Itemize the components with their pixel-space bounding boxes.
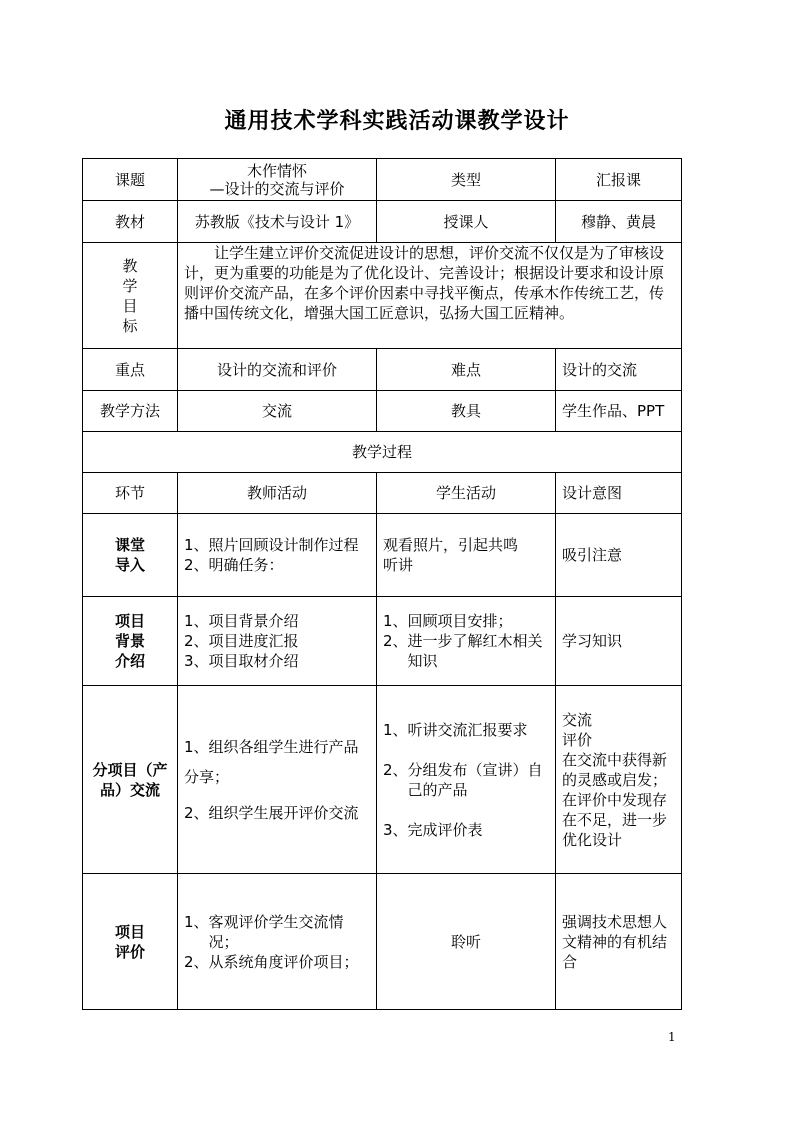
- teacher-label: 授课人: [377, 201, 556, 243]
- difficulty-label: 难点: [377, 349, 556, 391]
- teacher-activity-cell: [178, 686, 377, 874]
- type-label: 类型: [377, 159, 556, 201]
- student-line: 听讲: [383, 556, 414, 574]
- topic-line2: —设计的交流与评价: [209, 179, 345, 198]
- student-activity-cell: [377, 514, 556, 597]
- goal-label: [83, 243, 178, 349]
- student-activity-cell: [377, 686, 556, 874]
- header-stage: 环节: [83, 473, 178, 514]
- item-text: 明确任务：: [208, 556, 284, 574]
- list-item: [383, 631, 549, 671]
- intent-line: 交流: [562, 710, 593, 729]
- item-number: 1、: [184, 912, 209, 931]
- stage-line: 评价: [114, 942, 145, 961]
- textbook-label: 教材: [83, 201, 178, 243]
- topic-line1: 木作情怀: [246, 161, 307, 180]
- key-label: 重点: [83, 349, 178, 391]
- teacher-paragraph: 1、组织各组学生进行产品分享；: [184, 737, 359, 786]
- item-number: 3、: [184, 652, 209, 670]
- goal-char: 目: [122, 296, 138, 315]
- teacher-value: 穆静、黄晨: [556, 201, 682, 243]
- list-item: [383, 720, 549, 740]
- item-text: 回顾项目安排；: [407, 612, 513, 630]
- item-text: 客观评价学生交流情况；: [208, 912, 344, 951]
- goal-text: 让学生建立评价交流促进设计的思想，评价交流不仅仅是为了审核设计，更为重要的功能是为了优化设计、完善设计；根据设计要求和设计原则评价交流产品，在多个评价因素中寻找平衡点，传承木作传统工艺，传播中国传统文化，增强大国工匠意识，弘扬大国工匠精神。: [178, 243, 682, 349]
- item-number: 1、: [383, 612, 408, 630]
- list-item: [184, 611, 370, 631]
- item-number: 1、: [184, 536, 209, 554]
- page-number: 1: [668, 1030, 676, 1044]
- item-text: 项目取材介绍: [208, 652, 299, 670]
- item-number: 2、: [383, 632, 408, 650]
- stage-line: 课堂: [114, 536, 145, 554]
- stage-line: 分项目（产: [92, 760, 168, 779]
- list-item: [184, 952, 370, 972]
- goal-char: 教: [122, 256, 138, 275]
- student-line: 观看照片，引起共鸣: [383, 536, 519, 554]
- type-value: 汇报课: [556, 159, 682, 201]
- item-number: 1、: [184, 612, 209, 630]
- item-text: 项目背景介绍: [208, 612, 299, 630]
- stage-cell: [83, 874, 178, 1010]
- document-title: 通用技术学科实践活动课教学设计: [224, 109, 570, 134]
- topic-label: 课题: [83, 159, 178, 201]
- intent-cell: 学习知识: [556, 597, 682, 686]
- item-text: 从系统角度评价项目；: [208, 952, 359, 971]
- header-student: 学生活动: [377, 473, 556, 514]
- stage-line: 品）交流: [99, 780, 160, 799]
- stage-cell: [83, 514, 178, 597]
- stage-line: 项目: [114, 612, 145, 630]
- teacher-activity-cell: [178, 514, 377, 597]
- intent-cell: [556, 686, 682, 874]
- header-teacher: 教师活动: [178, 473, 377, 514]
- key-value: 设计的交流和评价: [178, 349, 377, 391]
- item-text: 项目进度汇报: [208, 632, 299, 650]
- item-number: 1、: [383, 720, 408, 739]
- topic-value: [178, 159, 377, 201]
- list-item: [383, 760, 549, 800]
- teacher-activity-cell: [178, 874, 377, 1010]
- list-item: [184, 555, 370, 575]
- list-item: [184, 631, 370, 651]
- lesson-plan-table: [82, 158, 682, 1010]
- list-item: [184, 651, 370, 671]
- goal-char: 标: [122, 316, 138, 335]
- student-activity-cell: 聆听: [377, 874, 556, 1010]
- item-number: 2、: [184, 952, 209, 971]
- tools-value: 学生作品、PPT: [556, 391, 682, 432]
- list-item: [184, 912, 370, 952]
- intent-cell: 强调技术思想人文精神的有机结合: [556, 874, 682, 1010]
- goal-char: 学: [122, 276, 138, 295]
- list-item: [383, 611, 549, 631]
- teacher-activity-cell: [178, 597, 377, 686]
- method-label: 教学方法: [83, 391, 178, 432]
- difficulty-value: 设计的交流: [556, 349, 682, 391]
- item-text: 听讲交流汇报要求: [407, 720, 528, 739]
- intent-cell: 吸引注意: [556, 514, 682, 597]
- intent-line: 在交流中获得新的灵感或启发；: [562, 750, 668, 789]
- student-activity-cell: [377, 597, 556, 686]
- item-text: 3、完成评价表: [383, 820, 483, 839]
- header-intent: 设计意图: [556, 473, 682, 514]
- textbook-value: 苏教版《技术与设计 1》: [178, 201, 377, 243]
- teacher-paragraph: 2、组织学生展开评价交流: [184, 803, 359, 822]
- stage-line: 项目: [114, 922, 145, 941]
- stage-cell: [83, 597, 178, 686]
- item-text: 进一步了解红木相关知识: [407, 632, 543, 670]
- method-value: 交流: [178, 391, 377, 432]
- stage-line: 背景: [114, 632, 145, 650]
- stage-cell: [83, 686, 178, 874]
- item-number: 2、: [383, 760, 408, 779]
- tools-label: 教具: [377, 391, 556, 432]
- item-text: 照片回顾设计制作过程: [208, 536, 359, 554]
- intent-line: 在评价中发现存在不足，进一步优化设计: [562, 790, 668, 849]
- process-heading: 教学过程: [83, 432, 682, 473]
- item-text: 分组发布（宣讲）自己的产品: [407, 760, 543, 799]
- item-number: 2、: [184, 556, 209, 574]
- list-item: [184, 535, 370, 555]
- stage-line: 导入: [114, 556, 145, 574]
- intent-line: 评价: [562, 730, 593, 749]
- item-number: 2、: [184, 632, 209, 650]
- stage-line: 介绍: [114, 652, 145, 670]
